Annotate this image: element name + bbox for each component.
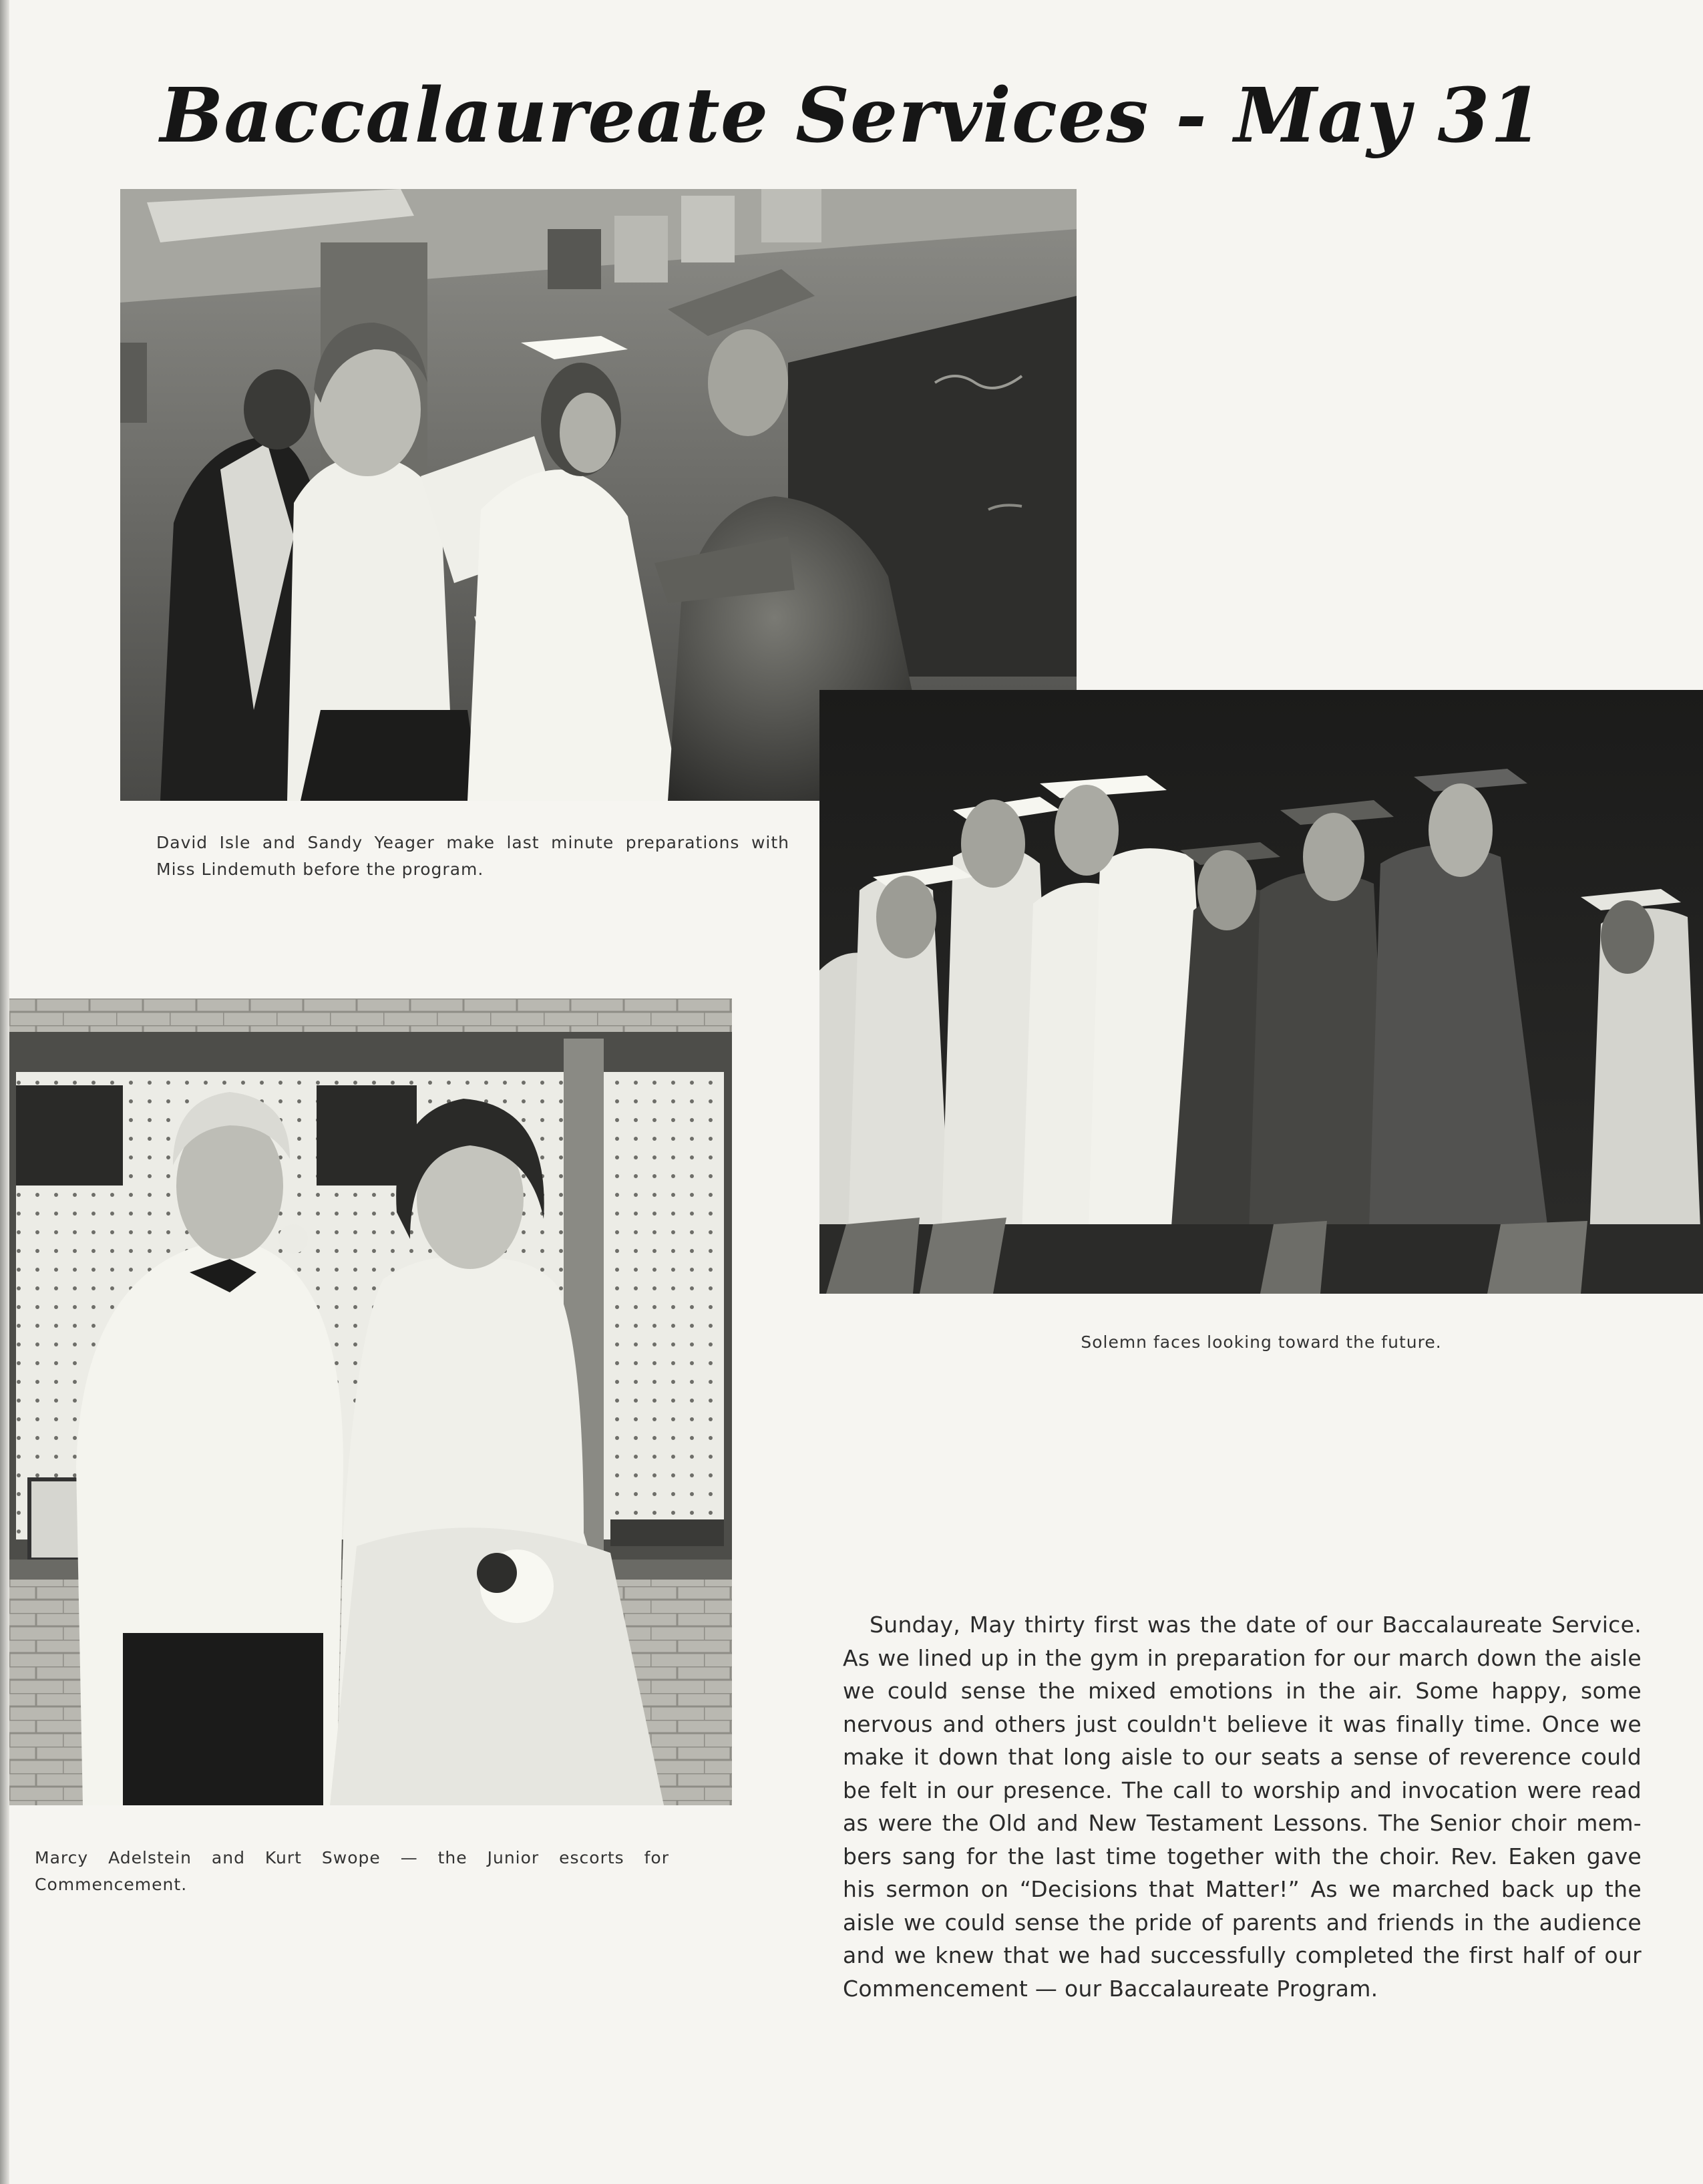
- caption-escorts-line-1: Marcy Adelstein and Kurt Swope — the Junior escorts for: [35, 1848, 669, 1867]
- caption-preparations: [156, 830, 789, 856]
- photo-graduates-image: [819, 690, 1703, 1294]
- page-title: Baccalaureate Services - May 31: [160, 72, 1543, 160]
- caption-escorts: [35, 1845, 669, 1871]
- photo-escorts: [9, 998, 732, 1805]
- article-text: Sunday, May thirty first was the date of our Baccalaureate Service. As we lined up in the gym in preparation for our march down the aisle we could sense the mixed emotions in the air. Some happy, some nervous and others just couldn't believe it was finally time. Once we make it down that long aisle to our seats a sense of reverence could be felt in our presence. The call to worship and invocation were read as were the Old and New Testament Lessons. The Senior choir mem-bers sang for the last time together with the choir. Rev. Eaken gave his sermon on “Decisions that Matter!” As we marched back up the aisle we could sense the pride of parents and friends in the audience and we knew that we had successfully completed the first half of our Commencement — our Baccalaureate Program.: [843, 1612, 1642, 2002]
- caption-preparations-line-1: David Isle and Sandy Yeager make last minute preparations with: [156, 833, 789, 852]
- article-body: [843, 1608, 1642, 2005]
- photo-graduates: [819, 690, 1703, 1294]
- caption-escorts-line-2: Commencement.: [35, 1875, 188, 1894]
- caption-graduates: [819, 1329, 1703, 1356]
- page-binding-edge: [0, 0, 9, 2184]
- caption-escorts-line-2-wrap: [35, 1871, 669, 1898]
- photo-escorts-image: [9, 998, 732, 1805]
- caption-graduates-text: Solemn faces looking toward the future.: [1081, 1332, 1442, 1352]
- caption-preparations-line-2-wrap: [156, 856, 789, 883]
- caption-preparations-line-2: Miss Lindemuth before the program.: [156, 860, 484, 879]
